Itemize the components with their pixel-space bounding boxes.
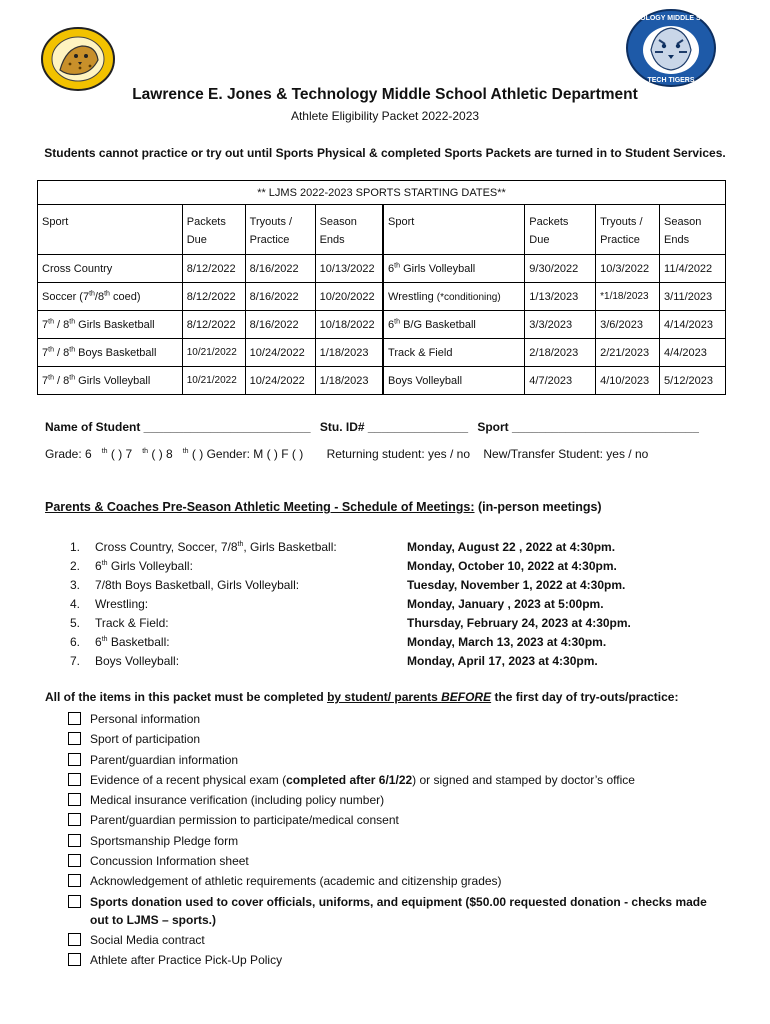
tryouts-date: 10/24/2022 <box>245 367 315 395</box>
list-item: Parent/guardian information <box>68 751 728 771</box>
tryouts-date: 8/16/2022 <box>245 311 315 339</box>
list-item: Parent/guardian permission to participate/medical consent <box>68 811 728 831</box>
tryouts-date: 8/16/2022 <box>245 283 315 311</box>
packets-due: 3/3/2023 <box>525 311 596 339</box>
season-end: 11/4/2022 <box>660 255 726 283</box>
student-details-line <box>45 447 658 461</box>
header-sport: Sport <box>38 205 183 255</box>
student-name-field[interactable]: Name of Student _________________________ <box>45 420 311 434</box>
season-end: 10/18/2022 <box>315 311 383 339</box>
checkbox[interactable] <box>68 813 81 826</box>
checkbox[interactable] <box>68 732 81 745</box>
packets-due: 8/12/2022 <box>182 283 245 311</box>
table-row <box>38 283 726 311</box>
checkbox[interactable] <box>68 834 81 847</box>
packets-due: 8/12/2022 <box>182 255 245 283</box>
tryouts-date: 8/16/2022 <box>245 255 315 283</box>
packets-due: 2/18/2023 <box>525 339 596 367</box>
checklist <box>68 710 728 971</box>
jaguar-logo-icon <box>40 26 116 92</box>
season-end: 4/14/2023 <box>660 311 726 339</box>
sport-name: Boys Volleyball <box>383 367 525 395</box>
list-item: Medical insurance verification (including policy number) <box>68 791 728 811</box>
tryouts-date: 10/24/2022 <box>245 339 315 367</box>
header-season-ends: Season Ends <box>315 205 383 255</box>
list-item: 7. Boys Volleyball: Monday, April 17, 2023 at 4:30pm. <box>70 654 598 668</box>
page-title: Lawrence E. Jones & Technology Middle School Athletic Department <box>132 86 638 103</box>
packets-due: 9/30/2022 <box>525 255 596 283</box>
checkbox[interactable] <box>68 712 81 725</box>
season-end: 3/11/2023 <box>660 283 726 311</box>
tryouts-date: *1/18/2023 <box>596 283 660 311</box>
packets-due: 4/7/2023 <box>525 367 596 395</box>
checkbox[interactable] <box>68 854 81 867</box>
list-item: 5. Track & Field: Thursday, February 24, 2023 at 4:30pm. <box>70 616 631 630</box>
sport-name: Wrestling (*conditioning) <box>383 283 525 311</box>
season-end: 10/20/2022 <box>315 283 383 311</box>
packets-due: 10/21/2022 <box>182 367 245 395</box>
grade-gender-field[interactable]: Grade: 6 $^{th}$ ( ) 7 $^{th}$ ( ) 8 $^{th}$ ( ) Gender: M ( ) F ( ) <box>45 447 304 461</box>
sport-name: 6th B/G Basketball <box>383 311 525 339</box>
sports-dates-table <box>37 180 726 395</box>
tryouts-date: 2/21/2023 <box>596 339 660 367</box>
checkbox[interactable] <box>68 895 81 908</box>
list-item: Athlete after Practice Pick-Up Policy <box>68 951 728 971</box>
svg-text:TECH TIGERS: TECH TIGERS <box>647 77 695 84</box>
header-tryouts-practice: Tryouts / Practice <box>245 205 315 255</box>
checkbox[interactable] <box>68 874 81 887</box>
sport-name: Soccer (7th/8th coed) <box>38 283 183 311</box>
list-item: Sport of participation <box>68 730 728 750</box>
packets-due: 1/13/2023 <box>525 283 596 311</box>
season-end: 5/12/2023 <box>660 367 726 395</box>
table-row <box>38 311 726 339</box>
season-end: 10/13/2022 <box>315 255 383 283</box>
svg-text:TECHNOLOGY MIDDLE SCHOOL: TECHNOLOGY MIDDLE SCHOOL <box>616 15 726 22</box>
sport-name: 7th / 8th Girls Basketball <box>38 311 183 339</box>
packets-due: 8/12/2022 <box>182 311 245 339</box>
header-packets-due: Packets Due <box>525 205 596 255</box>
season-end: 4/4/2023 <box>660 339 726 367</box>
tryouts-date: 10/3/2022 <box>596 255 660 283</box>
list-item: Sports donation used to cover officials, uniforms, and equipment ($50.00 requested donation - checks made out to LJMS – sports.) <box>68 893 728 929</box>
list-item: Social Media contract <box>68 931 728 951</box>
checkbox[interactable] <box>68 773 81 786</box>
meetings-heading: Parents & Coaches Pre-Season Athletic Meeting - Schedule of Meetings: (in-person meetings) <box>45 500 602 514</box>
table-row <box>38 255 726 283</box>
table-row <box>38 339 726 367</box>
header-sport: Sport <box>383 205 525 255</box>
meetings-list <box>70 540 670 673</box>
list-item: 3. 7/8th Boys Basketball, Girls Volleyball: Tuesday, November 1, 2022 at 4:30pm. <box>70 578 626 592</box>
list-item: 6. 6th Basketball: Monday, March 13, 2023 at 4:30pm. <box>70 635 607 649</box>
checkbox[interactable] <box>68 793 81 806</box>
sport-name: 7th / 8th Girls Volleyball <box>38 367 183 395</box>
tryouts-date: 4/10/2023 <box>596 367 660 395</box>
table-row <box>38 367 726 395</box>
list-item: 1. Cross Country, Soccer, 7/8th, Girls Basketball: Monday, August 22 , 2022 at 4:30pm. <box>70 540 616 554</box>
header-packets-due: Packets Due <box>182 205 245 255</box>
packets-due: 10/21/2022 <box>182 339 245 367</box>
tryouts-date: 3/6/2023 <box>596 311 660 339</box>
sport-name: Track & Field <box>383 339 525 367</box>
sport-field[interactable]: Sport ____________________________ <box>477 420 699 434</box>
eligibility-notice: Students cannot practice or try out until Sports Physical & completed Sports Packets are turned in to Student Services. <box>44 146 726 160</box>
header-tryouts-practice: Tryouts / Practice <box>596 205 660 255</box>
season-end: 1/18/2023 <box>315 339 383 367</box>
season-end: 1/18/2023 <box>315 367 383 395</box>
checkbox[interactable] <box>68 953 81 966</box>
student-id-field[interactable]: Stu. ID# _______________ <box>319 420 468 434</box>
checkbox[interactable] <box>68 753 81 766</box>
tiger-logo-icon <box>616 8 726 88</box>
list-item: 2. 6th Girls Volleyball: Monday, October 10, 2022 at 4:30pm. <box>70 559 617 573</box>
list-item: Sportsmanship Pledge form <box>68 832 728 852</box>
checklist-heading: All of the items in this packet must be completed by student/ parents BEFORE the first day of try-outs/practice: <box>45 690 679 704</box>
page-subtitle: Athlete Eligibility Packet 2022-2023 <box>290 109 480 123</box>
sport-name: Cross Country <box>38 255 183 283</box>
list-item: Evidence of a recent physical exam (completed after 6/1/22) or signed and stamped by doctor’s office <box>68 771 728 791</box>
header-season-ends: Season Ends <box>660 205 726 255</box>
returning-student-field[interactable]: Returning student: yes / no <box>326 447 471 461</box>
list-item: Acknowledgement of athletic requirements (academic and citizenship grades) <box>68 872 728 892</box>
student-info-line <box>45 420 699 434</box>
checkbox[interactable] <box>68 933 81 946</box>
table-title: ** LJMS 2022-2023 SPORTS STARTING DATES** <box>38 181 726 205</box>
list-item: 4. Wrestling: Monday, January , 2023 at 5:00pm. <box>70 597 604 611</box>
sport-name: 6th Girls Volleyball <box>383 255 525 283</box>
list-item: Concussion Information sheet <box>68 852 728 872</box>
list-item: Personal information <box>68 710 728 730</box>
transfer-student-field[interactable]: New/Transfer Student: yes / no <box>483 447 649 461</box>
sport-name: 7th / 8th Boys Basketball <box>38 339 183 367</box>
